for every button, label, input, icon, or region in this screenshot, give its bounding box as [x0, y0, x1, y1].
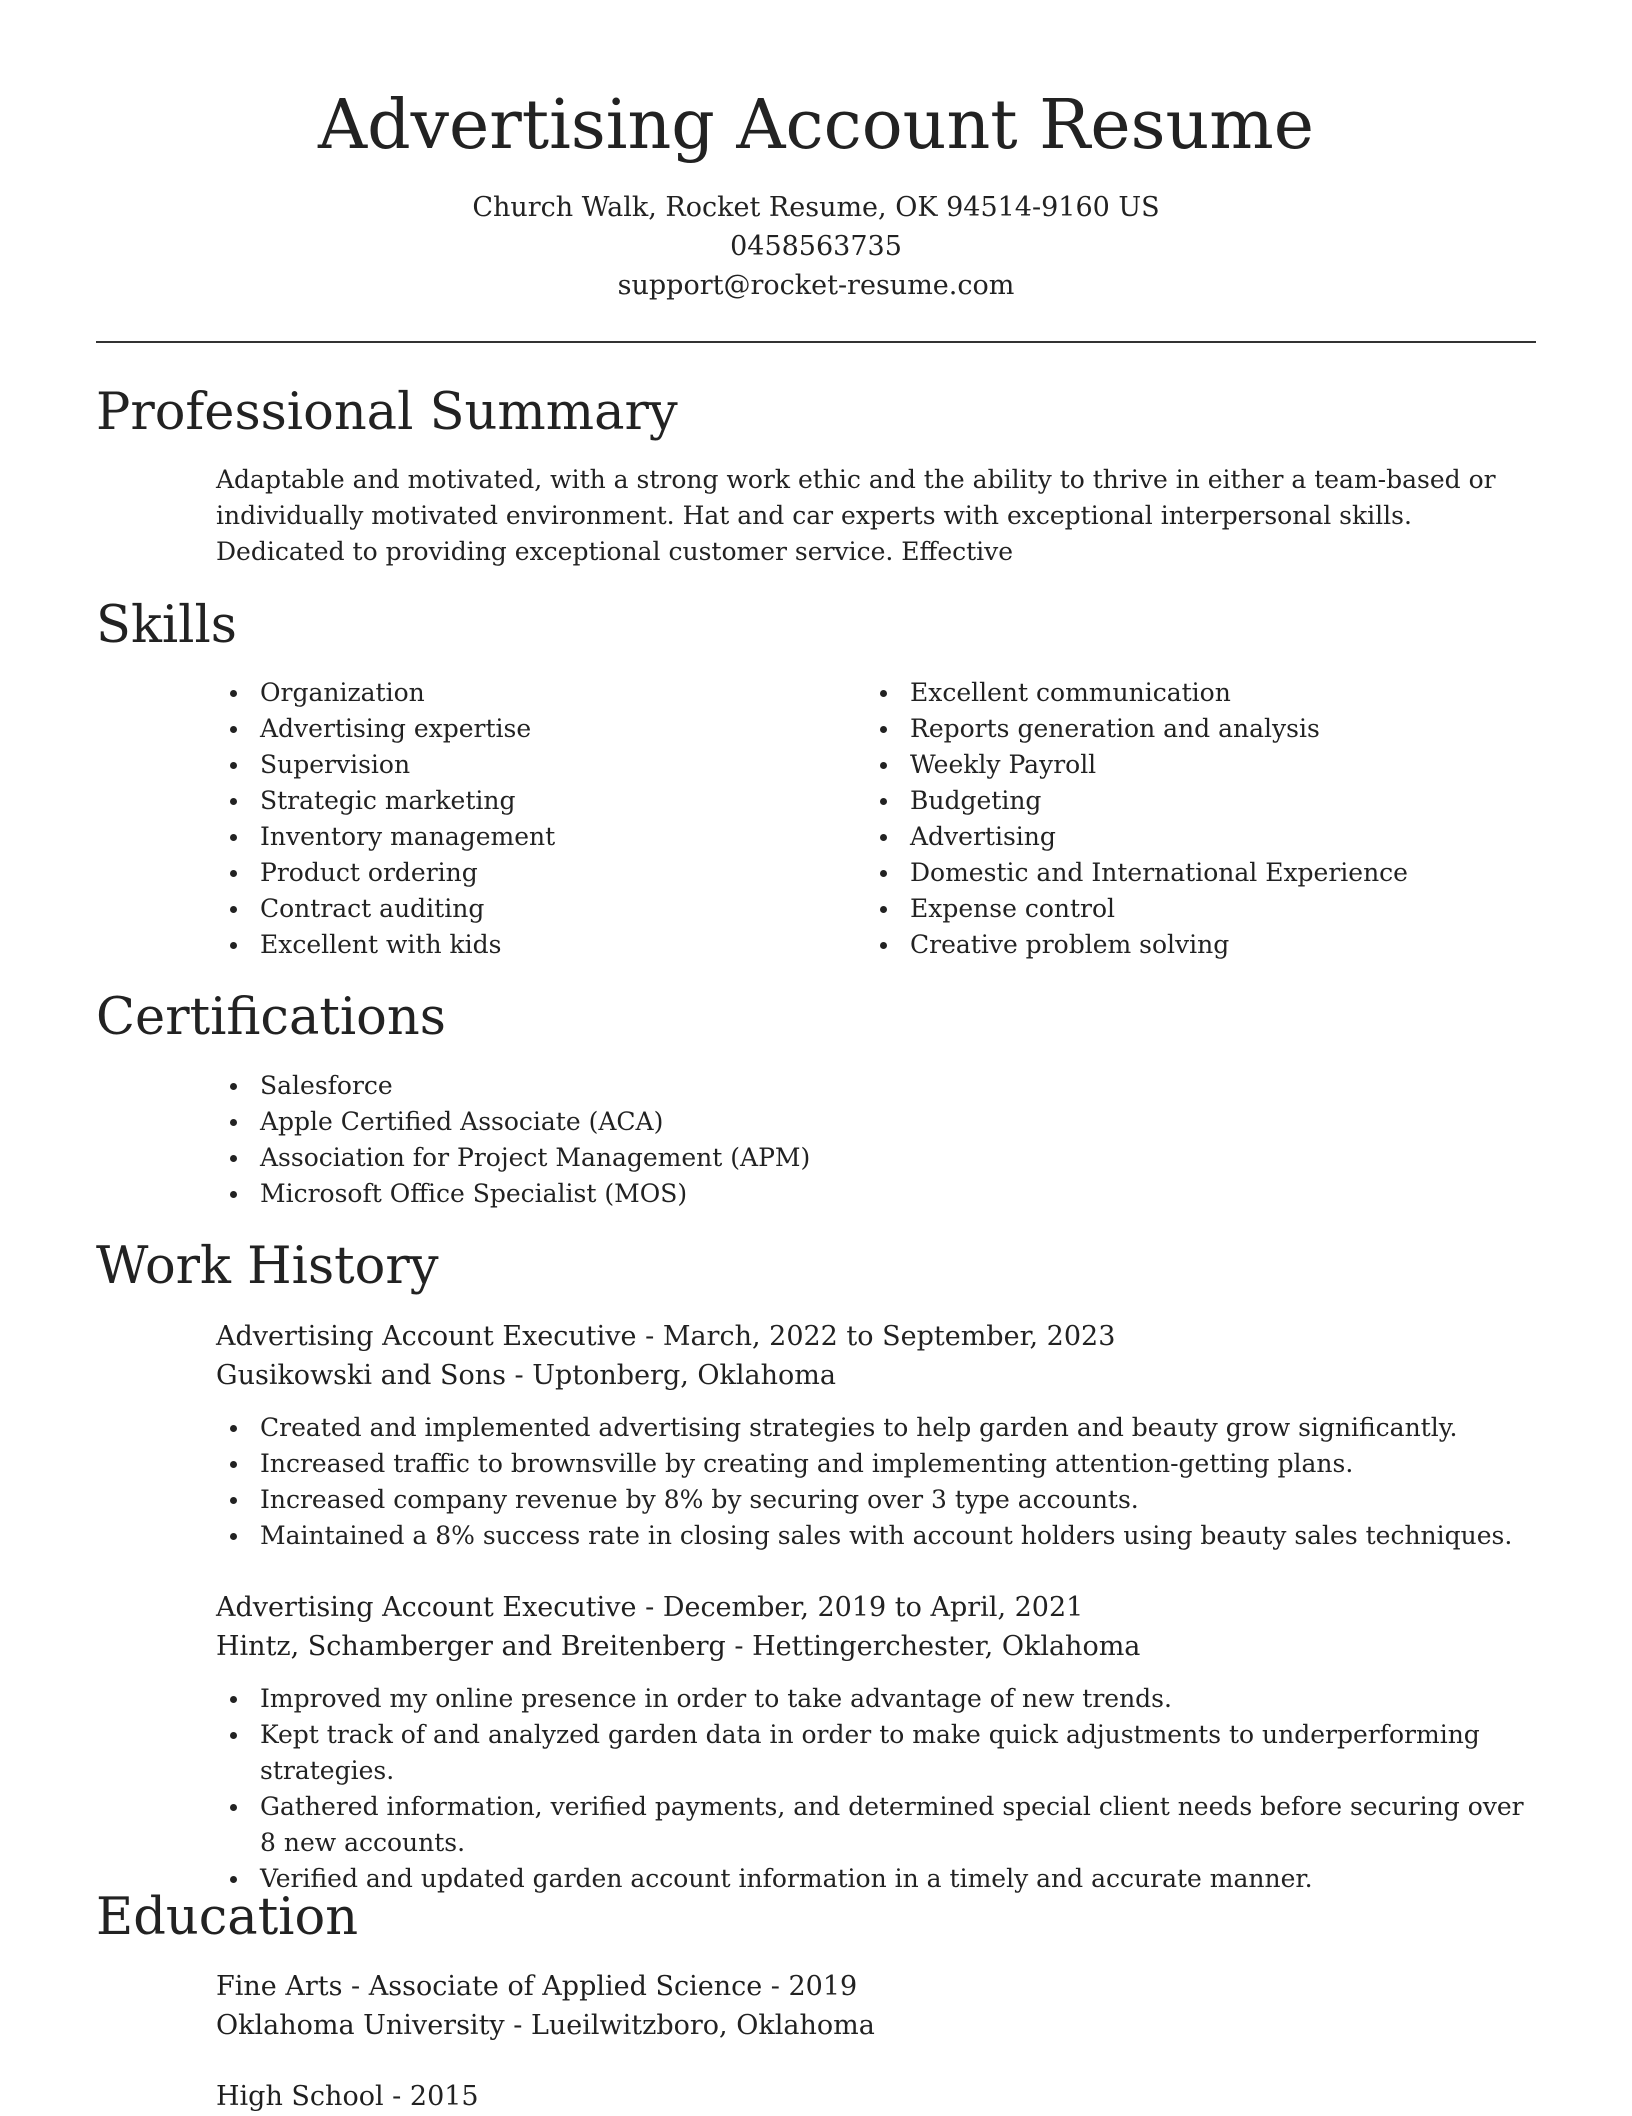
- education-school: Oklahoma University: [216, 2010, 505, 2041]
- certification-item: Microsoft Office Specialist (MOS): [216, 1176, 1506, 1212]
- skill-item: Weekly Payroll: [866, 747, 1526, 783]
- separator: -: [636, 1592, 663, 1623]
- skill-item: Product ordering: [216, 855, 816, 891]
- separator: -: [342, 1971, 369, 2002]
- certification-item: Salesforce: [216, 1068, 1506, 1104]
- summary-heading: Professional Summary: [96, 383, 678, 442]
- skills-heading: Skills: [96, 596, 237, 655]
- certifications-heading: Certifications: [96, 988, 446, 1047]
- job-location: Hettingerchester, Oklahoma: [752, 1631, 1141, 1662]
- job-company-line: [216, 1627, 1140, 1666]
- resume-header: [96, 76, 1536, 305]
- job-bullet: Created and implemented advertising strategies to help garden and beauty grow significantly.: [216, 1410, 1536, 1446]
- education-field: High School: [216, 2081, 384, 2112]
- job-dates: March, 2022 to September, 2023: [662, 1321, 1116, 1352]
- contact-email: support@rocket-resume.com: [617, 270, 1015, 301]
- job-bullet: Verified and updated garden account information in a timely and accurate manner.: [216, 1861, 1536, 1897]
- skill-item: Excellent communication: [866, 675, 1526, 711]
- skills-list-right: [866, 675, 1526, 963]
- education-year: 2015: [409, 2081, 479, 2112]
- job-role: Advertising Account Executive: [216, 1592, 637, 1623]
- education-field: Fine Arts: [216, 1971, 343, 2002]
- separator: -: [762, 1971, 789, 2002]
- certification-item: Association for Project Management (APM): [216, 1140, 1506, 1176]
- job-company-line: [216, 1356, 836, 1395]
- skills-list-left: [216, 675, 816, 963]
- education-year: 2019: [788, 1971, 858, 2002]
- skill-item: Supervision: [216, 747, 816, 783]
- work-history-heading: Work History: [96, 1237, 439, 1296]
- job-bullet: Increased company revenue by 8% by securing over 3 type accounts.: [216, 1482, 1536, 1518]
- header-divider: [96, 341, 1536, 343]
- education-location: Lueilwitzboro, Oklahoma: [530, 2010, 875, 2041]
- job-dates: December, 2019 to April, 2021: [662, 1592, 1084, 1623]
- resume-title: Advertising Account Resume: [317, 86, 1315, 165]
- separator: -: [505, 1360, 533, 1391]
- separator: -: [383, 2081, 410, 2112]
- job-title-line: [216, 1317, 1115, 1356]
- education-degree-line: [216, 2077, 479, 2116]
- separator: -: [504, 2010, 531, 2041]
- job-bullet: Maintained a 8% success rate in closing sales with account holders using beauty sales techniques.: [216, 1518, 1536, 1554]
- job-title-line: [216, 1588, 1083, 1627]
- separator: -: [725, 1631, 753, 1662]
- separator: -: [636, 1321, 663, 1352]
- education-degree: Associate of Applied Science: [368, 1971, 763, 2002]
- job-company: Gusikowski and Sons: [216, 1360, 506, 1391]
- skill-item: Advertising: [866, 819, 1526, 855]
- skill-item: Domestic and International Experience: [866, 855, 1526, 891]
- job-bullet: Improved my online presence in order to take advantage of new trends.: [216, 1681, 1536, 1717]
- job-company: Hintz, Schamberger and Breitenberg: [216, 1631, 726, 1662]
- job-bullet: Kept track of and analyzed garden data in order to make quick adjustments to underperforming strategies.: [216, 1717, 1536, 1789]
- job-bullet: Gathered information, verified payments, and determined special client needs before securing over 8 new accounts.: [216, 1789, 1536, 1861]
- skill-item: Strategic marketing: [216, 783, 816, 819]
- skill-item: Excellent with kids: [216, 927, 816, 963]
- job-bullets: [216, 1681, 1536, 1897]
- skill-item: Reports generation and analysis: [866, 711, 1526, 747]
- skill-item: Expense control: [866, 891, 1526, 927]
- skill-item: Creative problem solving: [866, 927, 1526, 963]
- job-location: Uptonberg, Oklahoma: [532, 1360, 836, 1391]
- skill-item: Advertising expertise: [216, 711, 816, 747]
- skill-item: Inventory management: [216, 819, 816, 855]
- contact-phone: 0458563735: [730, 231, 902, 262]
- skill-item: Contract auditing: [216, 891, 816, 927]
- education-degree-line: [216, 1967, 857, 2006]
- job-bullets: [216, 1410, 1536, 1554]
- education-heading: Education: [96, 1888, 359, 1947]
- summary-text: Adaptable and motivated, with a strong work ethic and the ability to thrive in either a team-based or individually motivated environment. Hat and car experts with exceptional interpersonal skills. Dedicated to providing exceptional customer service. Effective: [216, 465, 1496, 566]
- job-bullet: Increased traffic to brownsville by creating and implementing attention-getting plans.: [216, 1446, 1536, 1482]
- job-role: Advertising Account Executive: [216, 1321, 637, 1352]
- skill-item: Organization: [216, 675, 816, 711]
- education-school-line: [216, 2006, 875, 2045]
- skill-item: Budgeting: [866, 783, 1526, 819]
- certification-item: Apple Certified Associate (ACA): [216, 1104, 1506, 1140]
- contact-address: Church Walk, Rocket Resume, OK 94514-9160 US: [472, 192, 1160, 223]
- certifications-list: [216, 1068, 1506, 1212]
